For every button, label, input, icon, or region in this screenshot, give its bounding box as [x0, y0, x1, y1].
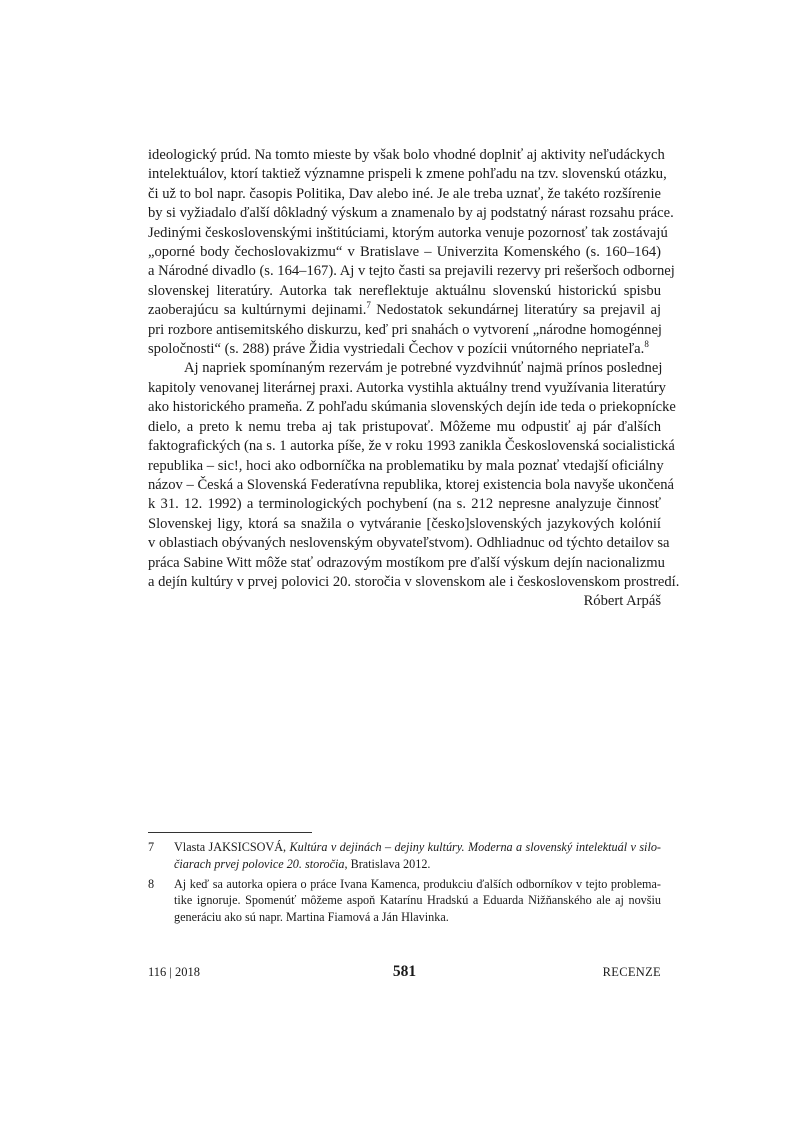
text-line: intelektuálov, ktorí taktiež významne prispeli k zmene pohľadu na tzv. slovenskú otázku, — [148, 166, 667, 183]
paragraph-2 — [148, 359, 680, 592]
text-segment: spoločnosti“ (s. 288) práve Židia vystriedali Čechov v pozícii vnútorného nepriateľa. — [148, 341, 645, 358]
footnote-title: čiarach prvej polovice 20. storočia — [174, 856, 345, 871]
footnote-rest: , Bratislava 2012. — [344, 856, 431, 871]
text-segment: Nedostatok sekundárnej literatúry sa prejavil aj — [370, 302, 661, 319]
text-line: by si vyžiadalo ďalší dôkladný výskum a znamenalo by aj podstatný nárast rozsahu práce. — [148, 205, 674, 222]
text-line: republika – sic!, hoci ako odborníčka na problematiku by mala poznať vtedajší oficiálny — [148, 457, 664, 474]
text-line: Slovenskej ligy, ktorá sa snažila o vytváranie [česko]slovenských jazykových kolónií — [148, 515, 661, 532]
text-line: ideologický prúd. Na tomto mieste by však bolo vhodné doplniť aj aktivity neľudáckych — [148, 147, 665, 163]
footnote-author: Vlasta JAKSICSOVÁ, — [174, 840, 290, 854]
section-label: RECENZE — [602, 965, 661, 979]
text-line: a dejín kultúry v prvej polovici 20. storočia v slovenskom ale i československom prostredí. — [148, 573, 680, 590]
footnote-line: generáciu ako sú napr. Martina Fiamová a Ján Hlavinka. — [174, 910, 449, 925]
text-line: pri rozbore antisemitského diskurzu, keď pri snahách o vytvorení „národne homogénnej — [148, 321, 662, 338]
footnotes — [148, 839, 661, 929]
footnote-line — [174, 856, 661, 873]
text-line: „oporné body čechoslovakizmu“ v Bratislave – Univerzita Komenského (s. 160–164) — [148, 244, 661, 261]
footnote-ref-7[interactable]: 7 — [366, 300, 371, 311]
page-footer — [148, 963, 661, 983]
text-segment: zaoberajúcu sa kultúrnymi dejinami. — [148, 302, 367, 319]
text-line: práca Sabine Witt môže stať odrazovým mostíkom pre ďalší výskum dejín nacionalizmu — [148, 554, 665, 571]
text-line: Aj napriek spomínaným rezervám je potrebné vyzdvihnúť najmä prínos poslednej — [184, 360, 663, 377]
text-line: dielo, a preto k nemu treba aj tak pristupovať. Môžeme mu odpustiť aj pár ďalších — [148, 418, 661, 435]
text-line: názov – Česká a Slovenská Federatívna republika, ktorej existencia bola navyše ukončená — [148, 476, 675, 493]
page-number: 581 — [392, 963, 417, 980]
footnote-ref-8[interactable]: 8 — [644, 339, 649, 350]
text-line: v oblastiach obývaných neslovenským obyvateľstvom). Odhliadnuc od týchto detailov sa — [148, 535, 670, 552]
text-line: ako historického prameňa. Z pohľadu skúmania slovenských dejín ide teda o priekopnícke — [148, 399, 676, 416]
text-line: faktografických (na s. 1 autorka píše, že v roku 1993 zanikla Československá socialistická — [148, 438, 675, 455]
text-line: kapitoly venovanej literárnej praxi. Autorka vystihla aktuálny trend využívania literatúry — [148, 379, 666, 396]
main-text — [148, 146, 680, 612]
footnote-7 — [148, 839, 661, 873]
footnote-8 — [148, 876, 661, 926]
text-line — [148, 340, 661, 359]
paragraph-1 — [148, 146, 675, 359]
text-line — [148, 301, 661, 320]
footnote-divider — [148, 832, 312, 833]
footnote-number: 8 — [148, 876, 155, 891]
text-line: a Národné divadlo (s. 164–167). Aj v tejto časti sa prejavili rezervy pri rešeršoch odbornej — [148, 263, 675, 280]
footnote-line: Aj keď sa autorka opiera o práce Ivana Kamenca, produkciu ďalších odborníkov v tejto problema- — [174, 876, 661, 891]
text-line: Jedinými československými inštitúciami, ktorým autorka venuje pozornosť tak zostávajú — [148, 224, 668, 241]
author-signature: Róbert Arpáš — [583, 593, 661, 610]
text-line: či už to bol napr. časopis Politika, Dav alebo iné. Je ale treba uznať, že takéto rozšírenie — [148, 185, 661, 202]
footnote-line — [174, 839, 661, 856]
issue-label: 116 | 2018 — [148, 965, 201, 979]
footnote-title: Kultúra v dejinách – dejiny kultúry. Moderna a slovenský intelektuál v silo- — [289, 840, 661, 854]
text-line: slovenskej literatúry. Autorka tak nereflektuje aktuálnu slovenskú historickú spisbu — [148, 282, 661, 299]
footnote-number: 7 — [148, 840, 155, 854]
footnote-line: tike ignoruje. Spomenúť môžeme aspoň Katarínu Hradskú a Eduarda Nižňanského ale aj novšiu — [174, 893, 661, 908]
text-line: k 31. 12. 1992) a terminologických pochybení (na s. 212 nepresne analyzuje činnosť — [148, 496, 661, 513]
